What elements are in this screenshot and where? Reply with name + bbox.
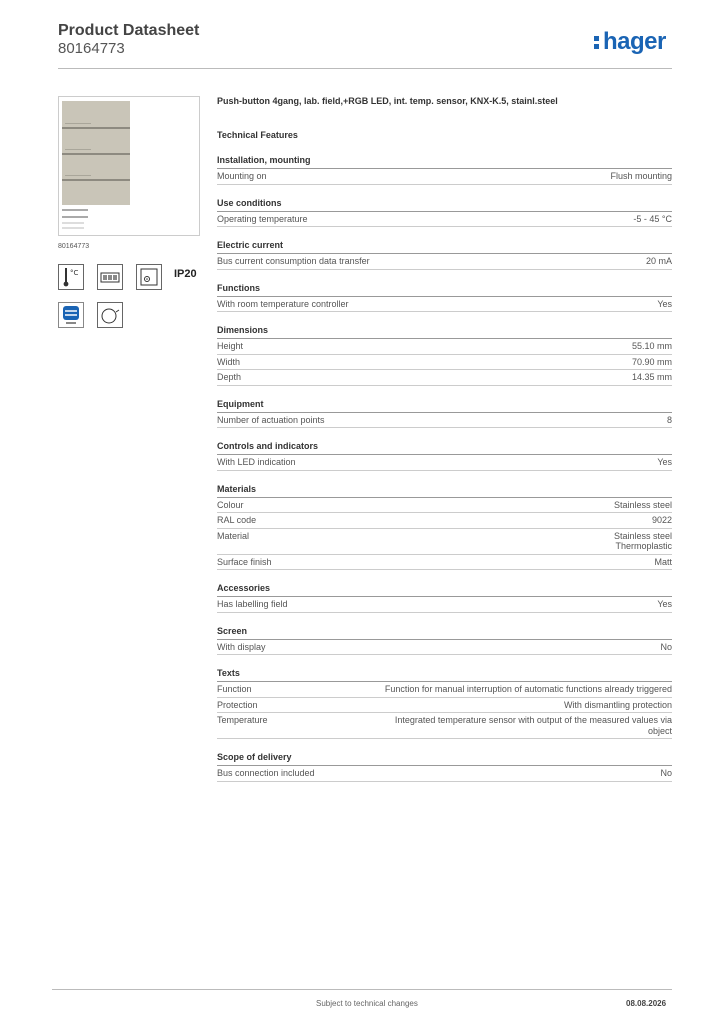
feature-label: Surface finish bbox=[217, 556, 272, 567]
feature-row bbox=[217, 355, 672, 371]
feature-label: Width bbox=[217, 356, 241, 367]
feature-row bbox=[217, 413, 672, 429]
feature-group bbox=[217, 325, 672, 386]
feature-value: Flush mounting bbox=[610, 171, 672, 181]
feature-group bbox=[217, 752, 672, 782]
feature-value: No bbox=[660, 768, 672, 778]
ip-rating-badge: IP20 bbox=[174, 268, 197, 280]
feature-row bbox=[217, 698, 672, 714]
feature-row bbox=[217, 370, 672, 386]
group-title: Controls and indicators bbox=[217, 441, 672, 455]
feature-row bbox=[217, 766, 672, 782]
feature-label: Number of actuation points bbox=[217, 414, 325, 425]
feature-label: RAL code bbox=[217, 515, 257, 525]
group-title: Equipment bbox=[217, 399, 672, 413]
group-title: Dimensions bbox=[217, 325, 672, 339]
sensor-icon bbox=[136, 264, 162, 290]
feature-value: Stainless steel bbox=[613, 499, 672, 510]
feature-row bbox=[217, 597, 672, 613]
feature-row bbox=[217, 254, 672, 270]
footer-divider bbox=[52, 989, 672, 990]
svg-text:°C: °C bbox=[70, 269, 79, 277]
feature-label: With display bbox=[217, 641, 266, 652]
feature-label: Operating temperature bbox=[217, 213, 308, 224]
feature-label: Mounting on bbox=[217, 171, 267, 181]
rgb-ring-icon bbox=[97, 302, 123, 328]
feature-value: 8 bbox=[666, 414, 672, 425]
feature-row bbox=[217, 339, 672, 355]
group-title: Materials bbox=[217, 484, 672, 498]
feature-group bbox=[217, 626, 672, 656]
group-title: Use conditions bbox=[217, 198, 672, 212]
display-icon bbox=[97, 264, 123, 290]
feature-value: 55.10 mm bbox=[631, 341, 672, 351]
feature-group bbox=[217, 283, 672, 313]
footer-note: Subject to technical changes bbox=[316, 999, 418, 1008]
feature-row bbox=[217, 640, 672, 656]
group-title: Accessories bbox=[217, 583, 672, 597]
feature-value: Matt bbox=[654, 556, 672, 567]
feature-row bbox=[217, 555, 672, 571]
feature-label: Bus current consumption data transfer bbox=[217, 256, 370, 266]
knx-icon bbox=[58, 302, 84, 328]
feature-group bbox=[217, 484, 672, 571]
feature-label: Depth bbox=[217, 372, 242, 382]
feature-value: 14.35 mm bbox=[631, 372, 672, 382]
feature-group bbox=[217, 668, 672, 739]
feature-groups bbox=[217, 155, 672, 782]
feature-value: -5 - 45 °C bbox=[633, 213, 672, 224]
feature-value: Stainless steel Thermoplastic bbox=[613, 530, 672, 551]
feature-label: Bus connection included bbox=[217, 768, 315, 778]
feature-value: Yes bbox=[657, 298, 672, 309]
feature-label: Material bbox=[217, 530, 250, 541]
feature-value: 70.90 mm bbox=[631, 356, 672, 367]
feature-row bbox=[217, 498, 672, 514]
group-title: Scope of delivery bbox=[217, 752, 672, 766]
feature-label: Function bbox=[217, 684, 252, 694]
group-title: Installation, mounting bbox=[217, 155, 672, 169]
temperature-icon bbox=[58, 264, 84, 290]
feature-value: Function for manual interruption of automatic functions already triggered bbox=[384, 684, 672, 694]
feature-row bbox=[217, 455, 672, 471]
feature-label: Protection bbox=[217, 699, 258, 710]
feature-group bbox=[217, 198, 672, 228]
group-title: Screen bbox=[217, 626, 672, 640]
feature-value: Yes bbox=[657, 599, 672, 609]
technical-features-heading: Technical Features bbox=[217, 130, 298, 140]
group-title: Texts bbox=[217, 668, 672, 682]
feature-group bbox=[217, 155, 672, 185]
feature-value: 20 mA bbox=[645, 256, 672, 266]
feature-group bbox=[217, 583, 672, 613]
feature-row bbox=[217, 513, 672, 529]
feature-group bbox=[217, 399, 672, 429]
brand-logo bbox=[594, 28, 666, 56]
feature-label: Height bbox=[217, 341, 244, 351]
technical-content bbox=[217, 96, 672, 782]
feature-label: With LED indication bbox=[217, 457, 296, 467]
feature-label: Colour bbox=[217, 499, 244, 510]
brand-name: hager bbox=[603, 28, 666, 55]
product-image bbox=[58, 96, 200, 236]
group-title: Functions bbox=[217, 283, 672, 297]
logo-mark-icon bbox=[594, 34, 600, 50]
push-button-panel-image bbox=[62, 101, 130, 205]
header-divider bbox=[58, 68, 672, 69]
feature-row bbox=[217, 169, 672, 185]
feature-label: With room temperature controller bbox=[217, 298, 349, 309]
product-description: Push-button 4gang, lab. field,+RGB LED, int. temp. sensor, KNX-K.5, stainl.steel bbox=[217, 96, 558, 106]
product-number: 80164773 bbox=[58, 40, 125, 57]
feature-value: With dismantling protection bbox=[563, 699, 672, 710]
feature-row bbox=[217, 297, 672, 313]
feature-row bbox=[217, 212, 672, 228]
page-title: Product Datasheet bbox=[58, 22, 200, 39]
feature-label: Temperature bbox=[217, 715, 268, 725]
feature-value: Yes bbox=[657, 457, 672, 467]
feature-row bbox=[217, 713, 672, 739]
feature-label: Has labelling field bbox=[217, 599, 288, 609]
feature-group bbox=[217, 441, 672, 471]
feature-value: 9022 bbox=[651, 515, 672, 525]
feature-row bbox=[217, 529, 672, 555]
feature-group bbox=[217, 240, 672, 270]
feature-value: No bbox=[660, 641, 672, 652]
image-caption-code: 80164773 bbox=[58, 243, 90, 250]
feature-row bbox=[217, 682, 672, 698]
group-title: Electric current bbox=[217, 240, 672, 254]
feature-value: Integrated temperature sensor with output of the measured values via object bbox=[394, 715, 672, 736]
footer-date: 08.08.2026 bbox=[626, 999, 667, 1008]
